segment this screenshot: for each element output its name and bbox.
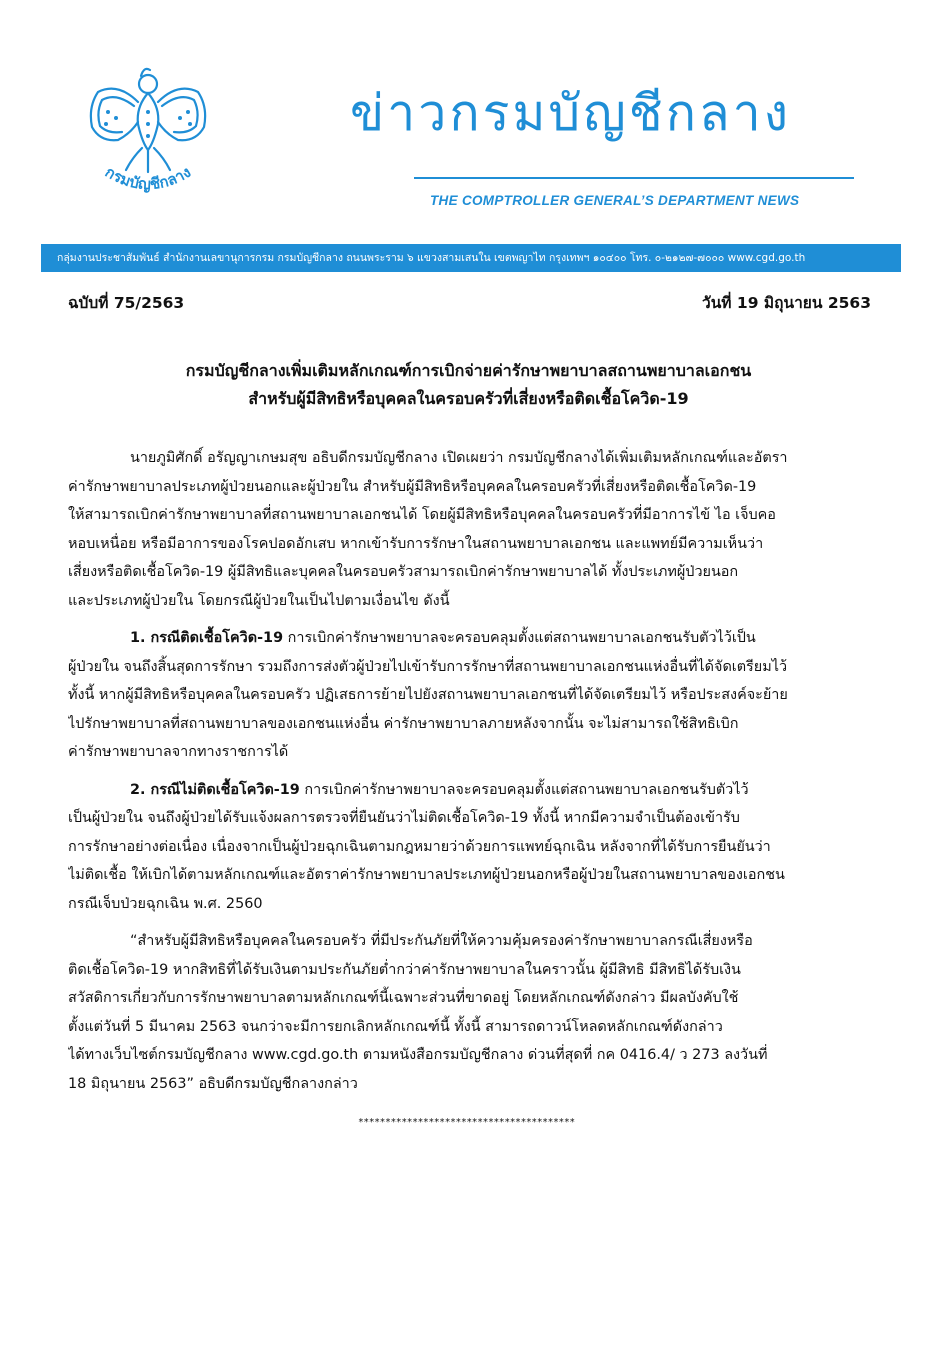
contact-info-text: กลุ่มงานประชาสัมพันธ์ สำนักงานเลขานุการกรม กรมบัญชีกลาง ถนนพระราม ๖ แขวงสามเสนใน เขตพญาไท กรุงเทพฯ ๑๐๔๐๐ โทร. ๐-๒๑๒๗-๗๐๐๐ www.cgd.go.th xyxy=(57,252,806,264)
body-line: ทั้งนี้ หากผู้มีสิทธิหรือบุคคลในครอบครัว ปฏิเสธการย้ายไปยังสถานพยาบาลเอกชนที่ได้จัดเตรียมไว้ หรือประสงค์จะย้าย xyxy=(68,687,788,703)
body-line: ค่ารักษาพยาบาลประเภทผู้ป่วยนอกและผู้ป่วยใน สำหรับผู้มีสิทธิหรือบุคคลในครอบครัวที่เสี่ยงหรือติดเชื้อโควิด-19 xyxy=(68,478,757,495)
body-line: สวัสดิการเกี่ยวกับการรักษาพยาบาลตามหลักเกณฑ์นี้เฉพาะส่วนที่ขาดอยู่ โดยหลักเกณฑ์ดังกล่าว มีผลบังคับใช้ xyxy=(68,990,739,1006)
body-line: เป็นผู้ป่วยใน จนถึงผู้ป่วยได้รับแจ้งผลการตรวจที่ยืนยันว่าไม่ติดเชื้อโควิด-19 ทั้งนี้ หากมีความจำเป็นต้องเข้ารับ xyxy=(68,810,740,826)
body-line: ให้สามารถเบิกค่ารักษาพยาบาลที่สถานพยาบาลเอกชนได้ โดยผู้มีสิทธิหรือบุคคลในครอบครัวที่มีอาการไข้ ไอ เจ็บคอ xyxy=(68,507,776,523)
body-line: ติดเชื้อโควิด-19 หากสิทธิที่ได้รับเงินตามประกันภัยต่ำกว่าค่ารักษาพยาบาลในคราวนั้น ผู้มีสิทธิ มีสิทธิได้รับเงิน xyxy=(68,961,741,978)
body-line: ได้ทางเว็บไซต์กรมบัญชีกลาง www.cgd.go.th ตามหนังสือกรมบัญชีกลาง ด่วนที่สุดที่ กค 0416.4/ ว 273 ลงวันที่ xyxy=(68,1047,768,1063)
issue-date: วันที่ 19 มิถุนายน 2563 xyxy=(702,294,871,312)
body-line: ผู้ป่วยใน จนถึงสิ้นสุดการรักษา รวมถึงการส่งตัวผู้ป่วยไปเข้ารับการรักษาที่สถานพยาบาลเอกชนแห่งอื่นที่ได้จัดเตรียมไว้ xyxy=(68,658,788,675)
case-2-heading: 2. กรณีไม่ติดเชื้อโควิด-19 xyxy=(130,781,300,798)
body-line: ตั้งแต่วันที่ 5 มีนาคม 2563 จนกว่าจะมีการยกเลิกหลักเกณฑ์นี้ ทั้งนี้ สามารถดาวน์โหลดหลักเกณฑ์ดังกล่าว xyxy=(68,1018,723,1035)
headline xyxy=(60,357,877,413)
case-1-heading: 1. กรณีติดเชื้อโควิด-19 xyxy=(130,630,284,646)
body-line: 1. กรณีติดเชื้อโควิด-19 การเบิกค่ารักษาพยาบาลจะครอบคลุมตั้งแต่สถานพยาบาลเอกชนรับตัวไว้เป็น xyxy=(130,630,756,646)
body-line: เสี่ยงหรือติดเชื้อโควิด-19 ผู้มีสิทธิและบุคคลในครอบครัวสามารถเบิกค่ารักษาพยาบาลได้ ทั้งประเภทผู้ป่วยนอก xyxy=(68,564,739,580)
headline-line-1: กรมบัญชีกลางเพิ่มเติมหลักเกณฑ์การเบิกจ่ายค่ารักษาพยาบาลสถานพยาบาลเอกชน xyxy=(185,361,752,380)
cgd-logo xyxy=(78,62,218,212)
body-line: ค่ารักษาพยาบาลจากทางราชการได้ xyxy=(68,744,289,760)
body-line: ไปรักษาพยาบาลที่สถานพยาบาลของเอกชนแห่งอื่น ค่ารักษาพยาบาลภายหลังจากนั้น จะไม่สามารถใช้สิทธิเบิก xyxy=(68,715,739,732)
newsletter-subtitle: THE COMPTROLLER GENERAL’S DEPARTMENT NEWS xyxy=(430,193,800,208)
issue-number: ฉบับที่ 75/2563 xyxy=(68,294,185,312)
paragraph-infected-case xyxy=(68,624,878,767)
newsletter-title: ข่าวกรมบัญชีกลาง xyxy=(350,84,792,142)
body-line: และประเภทผู้ป่วยใน โดยกรณีผู้ป่วยในเป็นไปตามเงื่อนไข ดังนี้ xyxy=(68,592,450,609)
body-line: การรักษาอย่างต่อเนื่อง เนื่องจากเป็นผู้ป่วยฉุกเฉินตามกฎหมายว่าด้วยการแพทย์ฉุกเฉิน หลังจากที่ได้รับการยืนยันว่า xyxy=(68,838,771,855)
end-separator: **************************************** xyxy=(358,1117,575,1128)
body-line: “สำหรับผู้มีสิทธิหรือบุคคลในครอบครัว ที่มีประกันภัยที่ให้ความคุ้มครองค่ารักษาพยาบาลกรณีเสี่ยงหรือ xyxy=(130,933,753,949)
article-body xyxy=(68,444,878,1107)
body-line: กรณีเจ็บป่วยฉุกเฉิน พ.ศ. 2560 xyxy=(68,895,263,912)
body-line: ไม่ติดเชื้อ ให้เบิกได้ตามหลักเกณฑ์และอัตราค่ารักษาพยาบาลประเภทผู้ป่วยนอกหรือผู้ป่วยในสถานพยาบาลของเอกชน xyxy=(68,867,785,883)
logo-text: กรมบัญชีกลาง xyxy=(102,162,195,194)
body-line: 18 มิถุนายน 2563” อธิบดีกรมบัญชีกลางกล่าว xyxy=(68,1075,358,1092)
body-line: นายภูมิศักดิ์ อรัญญาเกษมสุข อธิบดีกรมบัญชีกลาง เปิดเผยว่า กรมบัญชีกลางได้เพิ่มเติมหลักเกณฑ์และอัตรา xyxy=(130,450,788,466)
headline-line-2: สำหรับผู้มีสิทธิหรือบุคคลในครอบครัวที่เสี่ยงหรือติดเชื้อโควิด-19 xyxy=(248,389,689,408)
contact-info-bar xyxy=(41,244,901,272)
body-line: 2. กรณีไม่ติดเชื้อโควิด-19 การเบิกค่ารักษาพยาบาลจะครอบคลุมตั้งแต่สถานพยาบาลเอกชนรับตัวไว้ xyxy=(130,781,749,798)
paragraph-intro xyxy=(68,444,878,615)
body-line: หอบเหนื่อย หรือมีอาการของโรคปอดอักเสบ หากเข้ารับการรักษาในสถานพยาบาลเอกชน และแพทย์มีความเห็นว่า xyxy=(68,535,764,552)
paragraph-quote xyxy=(68,927,878,1098)
paragraph-not-infected-case xyxy=(68,776,878,919)
title-divider xyxy=(414,177,854,179)
